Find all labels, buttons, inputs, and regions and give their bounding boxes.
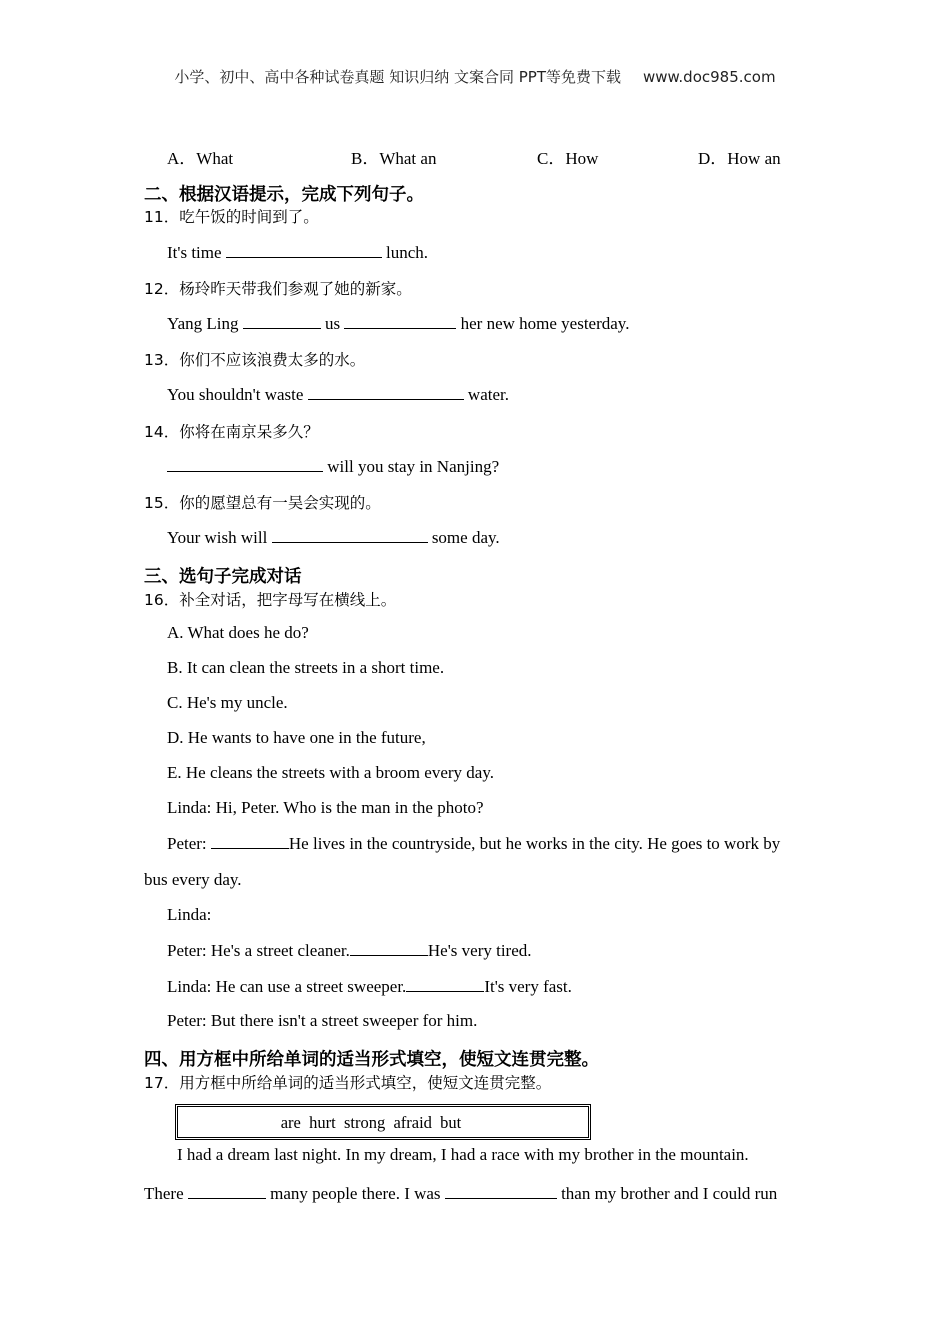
- dialogue-line-5: [167, 976, 572, 997]
- question-11-en: [167, 242, 428, 263]
- question-13-en: [167, 384, 509, 405]
- choice-a: A. What does he do?: [167, 623, 309, 642]
- dialogue-line-3: Linda:: [167, 905, 212, 924]
- answer-blank[interactable]: [188, 1183, 266, 1199]
- option-d: D．How an: [698, 149, 781, 168]
- text-part: There: [144, 1184, 188, 1203]
- question-cn: 你的愿望总有一吴会实现的。: [179, 494, 381, 512]
- text-part: will you stay in Nanjing?: [323, 457, 500, 476]
- question-number: 14．: [144, 423, 180, 441]
- question-14: [144, 420, 319, 442]
- question-12-en: [167, 313, 629, 334]
- question-13: [144, 348, 365, 370]
- section3-title: 三、选句子完成对话: [144, 567, 302, 587]
- text-part: Peter:: [167, 834, 211, 853]
- text-part: Peter: He's a street cleaner.: [167, 941, 350, 960]
- text-part: water.: [463, 385, 509, 404]
- text-part: It's time: [167, 243, 226, 262]
- text-part: Linda: He can use a street sweeper.: [167, 977, 407, 996]
- text-part: Your wish will: [167, 528, 272, 547]
- question-14-en: [167, 456, 499, 477]
- question-16: [144, 588, 396, 610]
- option-a: A．What: [167, 149, 234, 168]
- dialogue-line-6: Peter: But there isn't a street sweeper for him.: [167, 1011, 478, 1030]
- answer-blank[interactable]: [445, 1183, 557, 1199]
- dialogue-line-1: Linda: Hi, Peter. Who is the man in the photo?: [167, 798, 484, 817]
- text-part: lunch.: [381, 243, 429, 262]
- question-cn: 杨玲昨天带我们参观了她的新家。: [179, 280, 412, 298]
- question-number: 16．: [144, 591, 180, 609]
- text-part: You shouldn't waste: [167, 385, 308, 404]
- question-17: [144, 1071, 551, 1093]
- choice-e: E. He cleans the streets with a broom every day.: [167, 763, 494, 782]
- question-11: [144, 205, 319, 227]
- text-part: than my brother and I could run: [556, 1184, 778, 1203]
- question-number: 11．: [144, 208, 180, 226]
- question-cn: 你们不应该浪费太多的水。: [179, 351, 366, 369]
- answer-blank[interactable]: [308, 384, 464, 400]
- question-number: 12．: [144, 280, 180, 298]
- answer-blank[interactable]: [350, 940, 428, 956]
- answer-blank[interactable]: [211, 833, 289, 849]
- section4-title: 四、用方框中所给单词的适当形式填空，使短文连贯完整。: [144, 1050, 599, 1070]
- passage-line-1: I had a dream last night. In my dream, I had a race with my brother in the mountain.: [177, 1145, 749, 1164]
- header-text: 小学、初中、高中各种试卷真题 知识归纳 文案合同 PPT等免费下载: [174, 68, 621, 86]
- option-c: C．How: [537, 149, 599, 168]
- word-box: [175, 1104, 591, 1140]
- header-site: www.doc985.com: [642, 68, 776, 86]
- dialogue-line-2-cont: bus every day.: [144, 870, 242, 889]
- dialogue-line-4: [167, 940, 532, 961]
- question-15-en: [167, 527, 500, 548]
- question-number: 17．: [144, 1074, 180, 1092]
- question-cn: 用方框中所给单词的适当形式填空，使短文连贯完整。: [179, 1074, 552, 1092]
- question-cn: 补全对话，把字母写在横线上。: [179, 591, 397, 609]
- question-number: 13．: [144, 351, 180, 369]
- question-number: 15．: [144, 494, 180, 512]
- question-12: [144, 277, 412, 299]
- section2-title: 二、根据汉语提示，完成下列句子。: [144, 185, 424, 205]
- text-part: Yang Ling: [167, 314, 243, 333]
- text-part: He's very tired.: [427, 941, 532, 960]
- answer-blank[interactable]: [406, 976, 484, 992]
- word-box-text: are hurt strong afraid but: [280, 1113, 462, 1132]
- choice-b: B. It can clean the streets in a short time.: [167, 658, 445, 677]
- text-part: He lives in the countryside, but he works in the city. He goes to work by: [288, 834, 781, 853]
- option-b: B．What an: [351, 149, 437, 168]
- choice-d: D. He wants to have one in the future,: [167, 728, 426, 747]
- answer-blank[interactable]: [243, 313, 321, 329]
- text-part: It's very fast.: [484, 977, 572, 996]
- passage-line-2: [144, 1183, 777, 1204]
- question-cn: 你将在南京呆多久？: [179, 423, 319, 441]
- question-15: [144, 491, 381, 513]
- choice-c: C. He's my uncle.: [167, 693, 288, 712]
- text-part: us: [320, 314, 345, 333]
- page-header: [0, 66, 950, 87]
- dialogue-line-2: [167, 833, 780, 854]
- text-part: some day.: [427, 528, 500, 547]
- text-part: many people there. I was: [265, 1184, 445, 1203]
- text-part: her new home yesterday.: [456, 314, 630, 333]
- answer-blank[interactable]: [272, 527, 428, 543]
- question-cn: 吃午饭的时间到了。: [179, 208, 319, 226]
- answer-blank[interactable]: [226, 242, 382, 258]
- answer-blank[interactable]: [344, 313, 456, 329]
- answer-blank[interactable]: [167, 456, 323, 472]
